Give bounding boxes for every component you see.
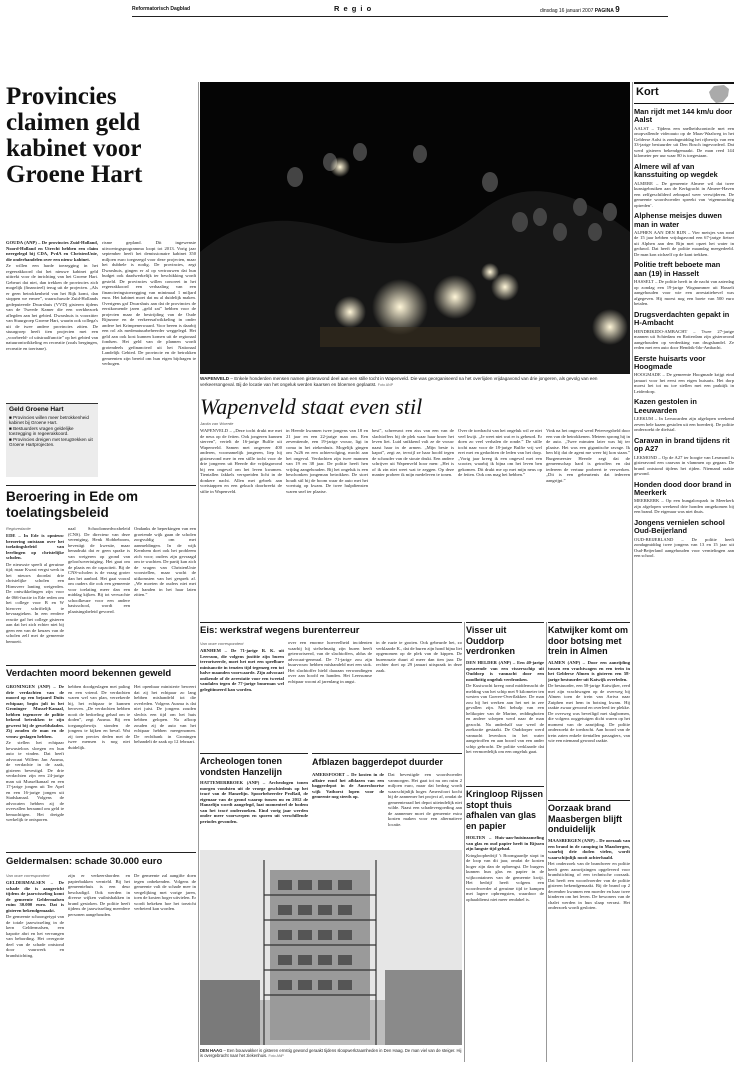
article-body-katwijker: ALMEN (ANP) – Door een aanrijding tussen een vrachtwagen en een trein in het Gelderse Almen is gisteren een 58-jarige bestuurder uit Katwijk overleden. De bestuurder, een 58-jarige Katwijker, reed met zijn vrachtwagen op de overweg bij Almen toen de trein van Arriva naar Zutphen met hem in botsing kwam. Hij raakte zwaar gewond en overleed ter plekke. De overweg was beveiligd met slagbomen, die volgens ooggetuigen dicht waren op het moment van de aanrijding. De politie onderzoekt de toedracht. Aan boord van de trein zaten enkele tientallen passagiers, van wie een niemand gewond raakte. — [548, 660, 630, 743]
article-body-archeologen: HATTEMERBROEK (ANP) – Archeologen tonen morgen vondsten uit de vroege geschiedenis op het tracé van de Hanzelijn. Spoorbeheerder ProRail, de eigenaar van de grond waarop tussen nu en 2012 de Hanzelijn wordt aangelegd, laat momenteel de bodem van het tracé onderzoeken. Eind vorig jaar werden onder meer voorwerpen en sporen uit verschillende periodes gevonden. — [200, 780, 308, 824]
info-box-item: ■ Provincies willen meer betrokkenheid kabinet bij Groene Hart. — [9, 415, 89, 426]
article-body-wapenveld-col4: Over de toedracht van het ongeluk wil ze niet veel kwijt. „Je weet niet wat er is gebeurd. Er doen zo veel verhalen de ronde.” De stille tocht naar voor de 18-jarige Bulfie vrij wel eret met en gedachten de leden van het dorp. „Vorig jaar kreeg ik een ongeval met een scooter, waarbij ik bijna om het leven ben gekomen. Dit drukt me op met mijn neus op de feiten. Ook ons mag het hebben.” — [458, 428, 542, 477]
article-body-verdachten-col3: Het openbaar ministerie beweert dat zij het echtpaar zo lang hebben mishandeld tot die overleden. Volgens Ausma is dat niet juist. De jongens zouden slechts een tijd om het huis hebben gelopen. Na afloop zouden zij de auto van het echtpaar hebben meegenomen. De rechtbank in Groningen behandelt de zaak op 12 februari. — [134, 684, 196, 744]
section-rule — [548, 800, 630, 801]
article-headline-oorzaak-brand: Oorzaak brand Maasbergen blijft onduidelijk — [548, 803, 623, 834]
article-body-verdachten-col2: hebben doodgeslagen met paling en een vriend. De verdachten waren wel van plan, verzekerde hij, het echtpaar te kunnen beroven. „De verdachten hebben nooit de bedoeling gehad om te doden”, zegt Ausma. Bij een toegangsbewijs stonden de jongens te kijken en beval. Wat zij toen precies deden met de twee mensen is nog niet duidelijk. — [68, 684, 130, 750]
info-box-item: ■ Bestuurders vragen geldelijke toezegging in regeerakkoord. — [9, 425, 74, 437]
article-body-verdachten-col1: GRONINGEN (ANP) – De drie verdachten van de moord op een bejaard Duits echtpaar, begin juli in het Groninger Mussel-Kanaal, hebben tegenover de politie bekend betrokken te zijn geweest bij de geweldsdaden. Zij zouden de man en de vrouw geslagen hebben. Ze stellen het echtpaar bewusteloos sloegen en hun auto te vinden. Dat heeft advocaat Willem Jan Ausma, de verdachte in de zaak, gisteren bevestigd. De drie verdachten zijn een 24-jarige man uit Musselkanaal en een 17-jarige jongen uit Ter Apel en een 16-jarige jongen uit Stadskanaal. Volgens de advocaten hebben zij de overvallen beraamd om geld te bemachtigen. Het dreigde werkelijk te ontsporen. — [6, 684, 64, 822]
article-byline-eis: Van onze correspondent — [200, 641, 244, 646]
article-body-ede-col2: naal Schoolonnedvoxbeleid (CNS). De directeur van deze vereniging, Henk Slobbeboom, bevestigt de kwestie, maar benadrukt dat er geen sprake is van weigeren op grond van geloofsovertuiging. Het gaat om de plaats en de capaciteit. Bij de CNS-scholen is de vraag groter dan het aanbod. Het gaat vooral om ouders die ook een gemeente voor toelating meer dan een middag kijken. Bij tot verwachte schoolkeuze voor een andere basisschool, wordt een plaatsingsbeleid gevoerd. — [68, 526, 130, 614]
section-title: R e g i o — [334, 4, 373, 13]
column-divider — [546, 622, 547, 1062]
column-divider — [632, 82, 633, 1062]
article-body-oorzaak-brand: MAASBERGEN (ANP) – De oorzaak van een brand in de camping in Maasbergen, waarbij drie doden vielen, wordt waarschijnlijk nooit achterhaald. Het onderzoek van de brandweer en politie heeft geen aanwijzingen opgeleverd voor brandstichting of een technische oorzaak. Dat heeft een woordvoerder van de politie gisteren bekendgemaakt. Bij de brand op 2 december kwamen een moeder en haar twee kinderen om het leven. De bewoners van de chalet werden in hun slaap verrast. Het onderzoek wordt gesloten. — [548, 838, 630, 910]
header-rule — [132, 16, 668, 17]
article-body-kringloop: HOLTEN – Huis-aan-huisinzameling van glas en oud papier heeft in Rijssen zijn langste tijd gehad. Kringloopbedrijf ’t Boomgaardje stopt in de loop van dit jaar, omdat de kosten hoger zijn dan de opbrengst. De burgers kunnen hun glas en papier in de wijkcontainers van de gemeente kwijt. Het bedrijf heeft volgens een woordvoerder al geruime tijd te kampen met lagere opbrengsten, waardoor de ophaaldienst niet meer rendabel is. — [466, 835, 544, 902]
page-header — [0, 0, 738, 16]
kort-item: Kazen gestolen in Leeuwarden LEEKUM – In Leeuwarden zijn afgelopen weekend zeven hele kazen gestolen uit een boerderij. De politie onderzoekt de diefstal. — [634, 397, 734, 433]
section-rule — [6, 485, 196, 486]
info-box — [6, 403, 98, 477]
article-headline-afblazen: Afblazen baggerdepot duurder — [312, 757, 444, 767]
section-rule — [6, 852, 196, 853]
photo-building-image — [200, 850, 462, 1045]
kort-item: Almere wil af van kansstuiting op wegdek ALMERE – De gemeente Almere wil dat twee kunstgebruiken aan de Kerkgracht in Almere-Haven een zelfgeschilderd zebrapad weer verwijderen. De gemeente woordvoerder spreekt van ‘eigenmachtig optreden’. — [634, 161, 734, 208]
netherlands-map-icon — [706, 84, 732, 104]
article-body-geldermalsen-col2: zijn er verkeersborden en papierbakken vernield. Bij het gemeentehuis is een deur beschadigd. Ook werden in diverse wijken vuilnisbakken in brand gestoken. De politie heeft tijdens de jaarwisseling meerdere personen aangehouden. — [68, 873, 130, 917]
photo-caption-building: DEN HAAG – Een bouwvakker is gisteren ernstig gewond geraakt tijdens sloopwerkzaamheden in Den Haag. De man viel van de steiger. Hij is overgebracht naar het ziekenhuis. Foto ANP — [200, 1048, 462, 1058]
kort-item: Man rijdt met 144 km/u door Aalst AALST – Tijdens een snelheidscontrole met een onopvallende videoauto op de Maas-Waalweg in het Gelderse Aalst is zondagmiddag het rijbewijs van een 33-jarige bestuurder uit Den Bosch ingevorderd. Dat werd gisteren bekendgemaakt. De man reed 144 kilometer per uur waar 80 is toegestaan. — [634, 107, 734, 159]
section-rule — [6, 665, 196, 666]
kort-item: Honden dood door brand in Meerkerk MEERKERK – Op een bungalowpark in Meerkerk zijn afgelopen weekend drie honden omgekomen bij een brand. De eigenaar was niet thuis. — [634, 479, 734, 515]
article-body-groene-hart-col2: risme gepland. Dit ingewenste uitvoeringsprogramma loopt tot 2013. Vorig jaar september heeft het demissionaire kabinet 350 miljoen euro toegezegd voor deze projecten, maar het dubbele is nodig. De provincies, zegt Dwarshuis, gingen er al op vertrouwen dat hun budget ook daadwerkelijk ter beschikking wordt gesteld. De provincies willen concreet in het regeerakkoord een verhaaling van een financieringstoezegging van minimaal 1 miljard euro. Het kabinet moet dat nu al duidelijk maken. Overigens gaf Dwarshuis aan dat de provincies de eerstkomende jaren „geld zat” hebben voor de projecten maar de bestrijding van de Oude Rijnzone en de verkeersafwikkeling in onder andere het Krimpenerwaard. Voor beeen is daarbij een rol als medenatuurbeheerder weggelegd. Het geld aan ook kost kunnen komen uit de regionaal fondsen. Het geld van de plannen wordt grotendeels gefinancierd uit het Nationaal Landelijk Gebied. De provincie en de betrokken gemeenten zijn bereid om hun eigen bijdragen te verhogen. — [102, 240, 196, 366]
article-body-ede-col3: Ondanks de beperkingen van een groeiende wijk gaan de scholen zorgvuldig om met aanmeldingen. In de wijk Kernhem doet ook het probleem zich voor; ouders zijn gevraagd om te wachten. De partij kan zich de vragen van ChristenUnie voorstellen, maar wacht de uitkomsten van het gesprek af. „We moeten de ouders niet met de handen in het haar laten zitten.” — [134, 526, 196, 597]
article-headline-geldermalsen: Geldermalsen: schade 30.000 euro — [6, 856, 163, 867]
kort-header — [634, 82, 734, 104]
kort-item: Politie treft beboete man aan (19) in Hasselt HASSELT – De politie heeft in de nacht van zaterdag op zondag een 19-jarige Wognummer uit Hasselt aangehouden voor wie een arrestatiebevel was afgegeven. Hij moest nog een boete van 500 euro betalen. — [634, 260, 734, 307]
article-body-ede-col1: EDE – In Ede is opnieuw beroering ontstaan over het toelatingsbeleid van leerlingen op christelijke scholen. De nieuwste speelt al geruime tijd; maar Kwast vergst werk in het nieuws doordat drie christelijke scholen een Hirnsveer lanting weigerden. De ontwikkelingen zijn voor de 066-fractie in Ede reden om het college voor B en W hierover schriftelijk te bevraagteken. In een eerdere reactie gaf het college gisteren aan dat het zich echter niet bij geen een van de keuzes van de scholen zelf met de gemeente bemoeit. — [6, 533, 64, 644]
photo-stille-tocht — [200, 82, 630, 374]
article-headline-ede: Beroering in Ede om toelatingsbeleid — [6, 489, 139, 520]
article-body-geldermalsen-col1: GELDERMALSEN – De schade die is aangericht tijdens de jaarwisseling komt de gemeente Geldermalsen ruim 30.000 euro. Dat is gisteren bekendgemaakt. De gemeente schoongetypt van de totale jaarwisseling in de kern Geldermalsen, een kapotte abri en het vervangen van bebording. Het overgrote deel van de schade ontstond door vuurwerk en brandstichting. — [6, 880, 64, 958]
photo-stille-tocht-image — [200, 82, 630, 374]
page-label: PAGINA — [594, 8, 614, 14]
section-rule — [200, 753, 308, 754]
kort-item: Eerste huisarts voor Hoogmade HOOGMADE – De gemeente Hoogmade krijgt eind januari voor het eerst een eigen huisarts. Het dorp moest het tot nu toe stellen met een praktijk in Leiderdorp. — [634, 353, 734, 394]
article-body-eis-col2: over een enorme hoeveelheid incidenten waarbij hij stelselmatig zijn buren heeft geterroriseerd, van de slachtoffers, aldus de advocaat-generaal. De 71-jarige zou zijn buurvrouw hebben mishandeld met een stok. Het slachtoffer hield daaraan verwondingen over aan hoofd en handen. Het Leersumse echtpaar woont al jarenlang in angst. — [288, 640, 372, 684]
column-divider — [464, 622, 465, 1062]
article-body-afblazen-col2: Dat bevestigde een woordvoerder vanmorgen. Het gaat tot nu om ruim 2 miljoen euro, maar dat bedrag wordt waarschijnlijk hoger. Amersfoort kocht bij de aannemer het project af, omdat de gemeenteraad het depot uiteindelijk niet wilde. Naast een schadevergoeding aan de aannemer moet de gemeente extra kosten maken voor een alternatieve locatie. — [388, 772, 462, 827]
article-body-wapenveld-col5: Vink na het ongeval werd Petervegsbeld door een van de betrokkenen. Meteen sprong hij in de auto. „Twee minuten later was hij ter plaatse. Het was een gigantische ravage. Ik ben blij dat de agent me weer bij kon staan.” Burgemeester Heerde zegt dat de gemeenschap hard is getroffen en dat iedereen de vertuur probeert te verwerken. „Dit is een gebeurtenis dat iedereen aangrijpt.” — [546, 428, 630, 483]
kort-item: Caravan in brand tijdens rit op A27 LEKMOND – Op de A27 ter hoogte van Lexmond is gisteravond een caravan in vlammen op gegaan. De brand ontstond tijdens het rijden. Niemand raakte gewond. — [634, 435, 734, 476]
article-body-geldermalsen-col3: De gemeente zal aangifte doen tegen onbekenden. Volgens de gemeente valt de schade mee in vergelijking met vorige jaren, toen de kosten hoger uitvielen. Er wordt bekeken hoe het toezicht verbeterd kan worden. — [134, 873, 196, 911]
kort-title: Kort — [636, 86, 659, 98]
article-byline-ede: Regioredactie — [6, 526, 31, 531]
section-rule — [200, 622, 462, 623]
section-rule — [466, 622, 544, 623]
column-divider — [198, 82, 199, 1062]
article-body-visser: DEN HELDER (ANP) – Een 40-jarige opvarende van een vissersschip uit Ouddorp is vannacht door een noodlottig ongeluk verdronken. De Kustwacht kreeg rond middernacht de melding van het schip met 9 kilometer ten westen van Goeree-Overflakkee. De man zou bij het werken aan het net in zee gevallen zijn. Met behulp van een helikopter van de Marine, reddingboten en andere schepen werd naar de man gezocht. Na anderhalf uur werd de zoekactie gestaakt. De Ouddorper werd vannacht levenloos in het water aangetroffen en aan boord van een ander schip gebracht. De politie verklaarde dat het vermoedelijk om een ongeluk gaat. — [466, 660, 544, 754]
info-box-title: Geld Groene Hart — [9, 406, 64, 413]
section-rule — [548, 622, 630, 623]
article-headline-wapenveld: Wapenveld staat even stil — [200, 394, 423, 419]
article-body-groene-hart-col1: GOUDA (ANP) – De provincies Zuid-Holland, Noord-Holland en Utrecht hebben een claim neergelegd bij CDA, PvdA en ChristenUnie, die onderhandelen over een nieuw kabinet. Ze willen een harde toezegging in het regeerakkoord dat het nieuwe kabinet geld uittrekt voor de inrichting van het Groene Hart. Gebeurt dat niet, dan trekken de provincies zich mogelijk (financieel) terug uit de projecten. „Als er geen betrokkenheid van het Rijk komt, dan stoppen we ermee”, waarschuwde Zuid-Hollands gedeputeerde Dwarshuis (VVD) gisteren tijdens van de Tweede Kamer die een werkbezoek aflegden aan het gebied. Dwarshuis is voorzitter van Stuurgroep Groene Hart, waarin ook collega's uit de twee andere provincies zitten. De stuurgroep heeft tien projecten met een „voorbeeld- of uitstraalfunctie” op het gebied van natuurontwikkeling en recreatie (zoals bergingen, recreatie en toerisme). — [6, 240, 98, 351]
article-headline-kringloop: Kringloop Rijssen stopt thuis afhalen van glas en papier — [466, 789, 544, 831]
date-block — [540, 5, 620, 14]
kort-item: Alphense meisjes duwen man in water ALPHEN AAN DEN RIJN – Vier meisjes van rond de 15 jaar hebben vrijdagavond een 67-jarige fietser uit Alphen aan den Rijn met opzet het water in geduwd. Dat heeft de politie maandag meegedeeld. De man kon zichzelf op de kant trekken. — [634, 211, 734, 257]
article-body-wapenveld-col1: WAPENVELD – „Deze tocht drukt me met de neus op de feiten. Ook jongeren kunnen sterven”, vertelt de 16-jarige Bulfie uit Wapenveld. Samen met ongeveer 400 anderen, voornamelijk jongeren, liep hij gisteravond mee in een stille tocht voor de drie jongeren uit Heerde die vrijdagavond bij een ongeval om het leven kwamen. Tientallen fakkels verspreiden licht in de donkere nacht. Allen met gebrek aan voetstappen en een gekuch doorbreekt de stilte in Wapenveld. — [200, 428, 282, 494]
article-headline-verdachten: Verdachten moord bekennen geweld — [6, 668, 172, 679]
photo-caption-stille-tocht: WAPENVELD – Enkele honderden mensen namen gisteravond deel aan een stille tocht in Wapenveld. Die was georganiseerd na het overlijden vrijdagavond van drie jongeren, als gevolg van een verkeersongeval. Bij de locatie van het ongeluk werden kaarsen en bloemen geplaatst. Foto ANP — [200, 376, 598, 387]
newspaper-name: Reformatorisch Dagblad — [132, 6, 191, 12]
photo-building — [200, 850, 462, 1045]
article-headline-eis: Eis: werkstraf wegens burenterreur — [200, 625, 360, 636]
article-body-eis-col1: ARNHEM – De 71-jarige R. K. uit Leersum, die volgens justitie zijn buren terroriseerde, moet het met een speelbare minisanctie in tenzien tijd tegenzeg een tot halve maanden voorwaarde. Zijn advocaat ontkende of de arrestatie voor een tweetal vandalen tegen de 77-jarige buurman wel gelegitimeerd kan worden. — [200, 648, 284, 692]
article-headline-archeologen: Archeologen tonen vondsten Hanzelijn — [200, 756, 283, 777]
section-rule — [466, 786, 544, 787]
article-headline-groene-hart: Provincies claimen geld kabinet voor Groene Hart — [6, 83, 143, 188]
kort-item: Drugsverdachten gepakt in H-Ambacht HENDRIKIDO-AMBACHT – Twee 27-jarige mannen uit Schiedam en Rotterdam zijn gisteravond aangehouden op verdenking van drugshandel. Ze reden met een auto door Hendrik-Ido-Ambacht. — [634, 309, 734, 351]
page-date: dinsdag 16 januari 2007 — [540, 8, 594, 14]
info-box-item: ■ Provincies dreigen met terugtrekken uit Groene Hartprojecten. — [9, 436, 93, 448]
kort-item: Jongens vernielen school Oud-Beijerland OUD-BEIJERLAND – De politie heeft zondagmiddag twee jongens van 13 en 15 jaar uit Oud-Beijerland aangehouden voor vernielingen aan een school. — [634, 517, 734, 559]
article-body-wapenveld-col2: in Heerde kwamen twee jongens van 18 en 21 jaar en een 22-jarige man om. Een zeventiende, een 19-jarige vrouw, ligt in coma in het ziekenhuis. Mogelijk gingen om 7u26 en een achtervolging, mocht aan het ongeval. Verdachten zijn twee mannen van 19 en 38 jaar. De politie heeft hen vrijdag aangehouden. Bij het ongeluk is een beschonken jongeman betrokken. De stoet houdt stil bij de boom waar de auto met het voertuig op kwam. De twee hulpdiensten waren snel ter plaatse. — [286, 428, 368, 494]
article-headline-visser: Visser uit Ouddorp verdronken — [466, 625, 516, 656]
section-rule — [312, 753, 462, 754]
page-number: 9 — [615, 5, 620, 14]
article-byline-wapenveld: Janita van Woerde — [200, 421, 234, 426]
kort-sidebar — [634, 82, 734, 1062]
article-byline-geldermalsen: Van onze correspondent — [6, 873, 50, 878]
article-headline-katwijker: Katwijker komt om door botsing met trein in Almen — [548, 625, 629, 656]
article-body-afblazen-col1: AMERSFOORT – De kosten in de affaire rond het afblazen van een baggerdepot in de Amersfoortse wijk Vathorst lopen voor de gemeente nog steeds op. — [312, 772, 384, 799]
article-body-eis-col3: in de ruzie te gooien. Ook gebeurde het, zo verklaarde K., dat de buren zijn hond bijna liet opgenomen op de plek van de kippen. De burenruzie duurt al meer dan tien jaar. De rechter doet op 29 januari uitspraak in deze zaak. — [376, 640, 462, 673]
article-body-wapenveld-col3: best”, schreeuwt een ziss van een van de slachtoffers bij de plek waar haar broer het leven liet. Luid snikkend valt ze de vrouw naast haar in de armen. „Mijn beste is kapot”, zegt ze, terwijl ze haar hoofd tegen de schouder van de stoute drukt. Een andere schrijver uit Wapenveld hoor men: „Het is of ik zin niet weet wat te zeggen. Op deze manier probeer ik mijn medeleven te tonen. — [372, 428, 454, 477]
